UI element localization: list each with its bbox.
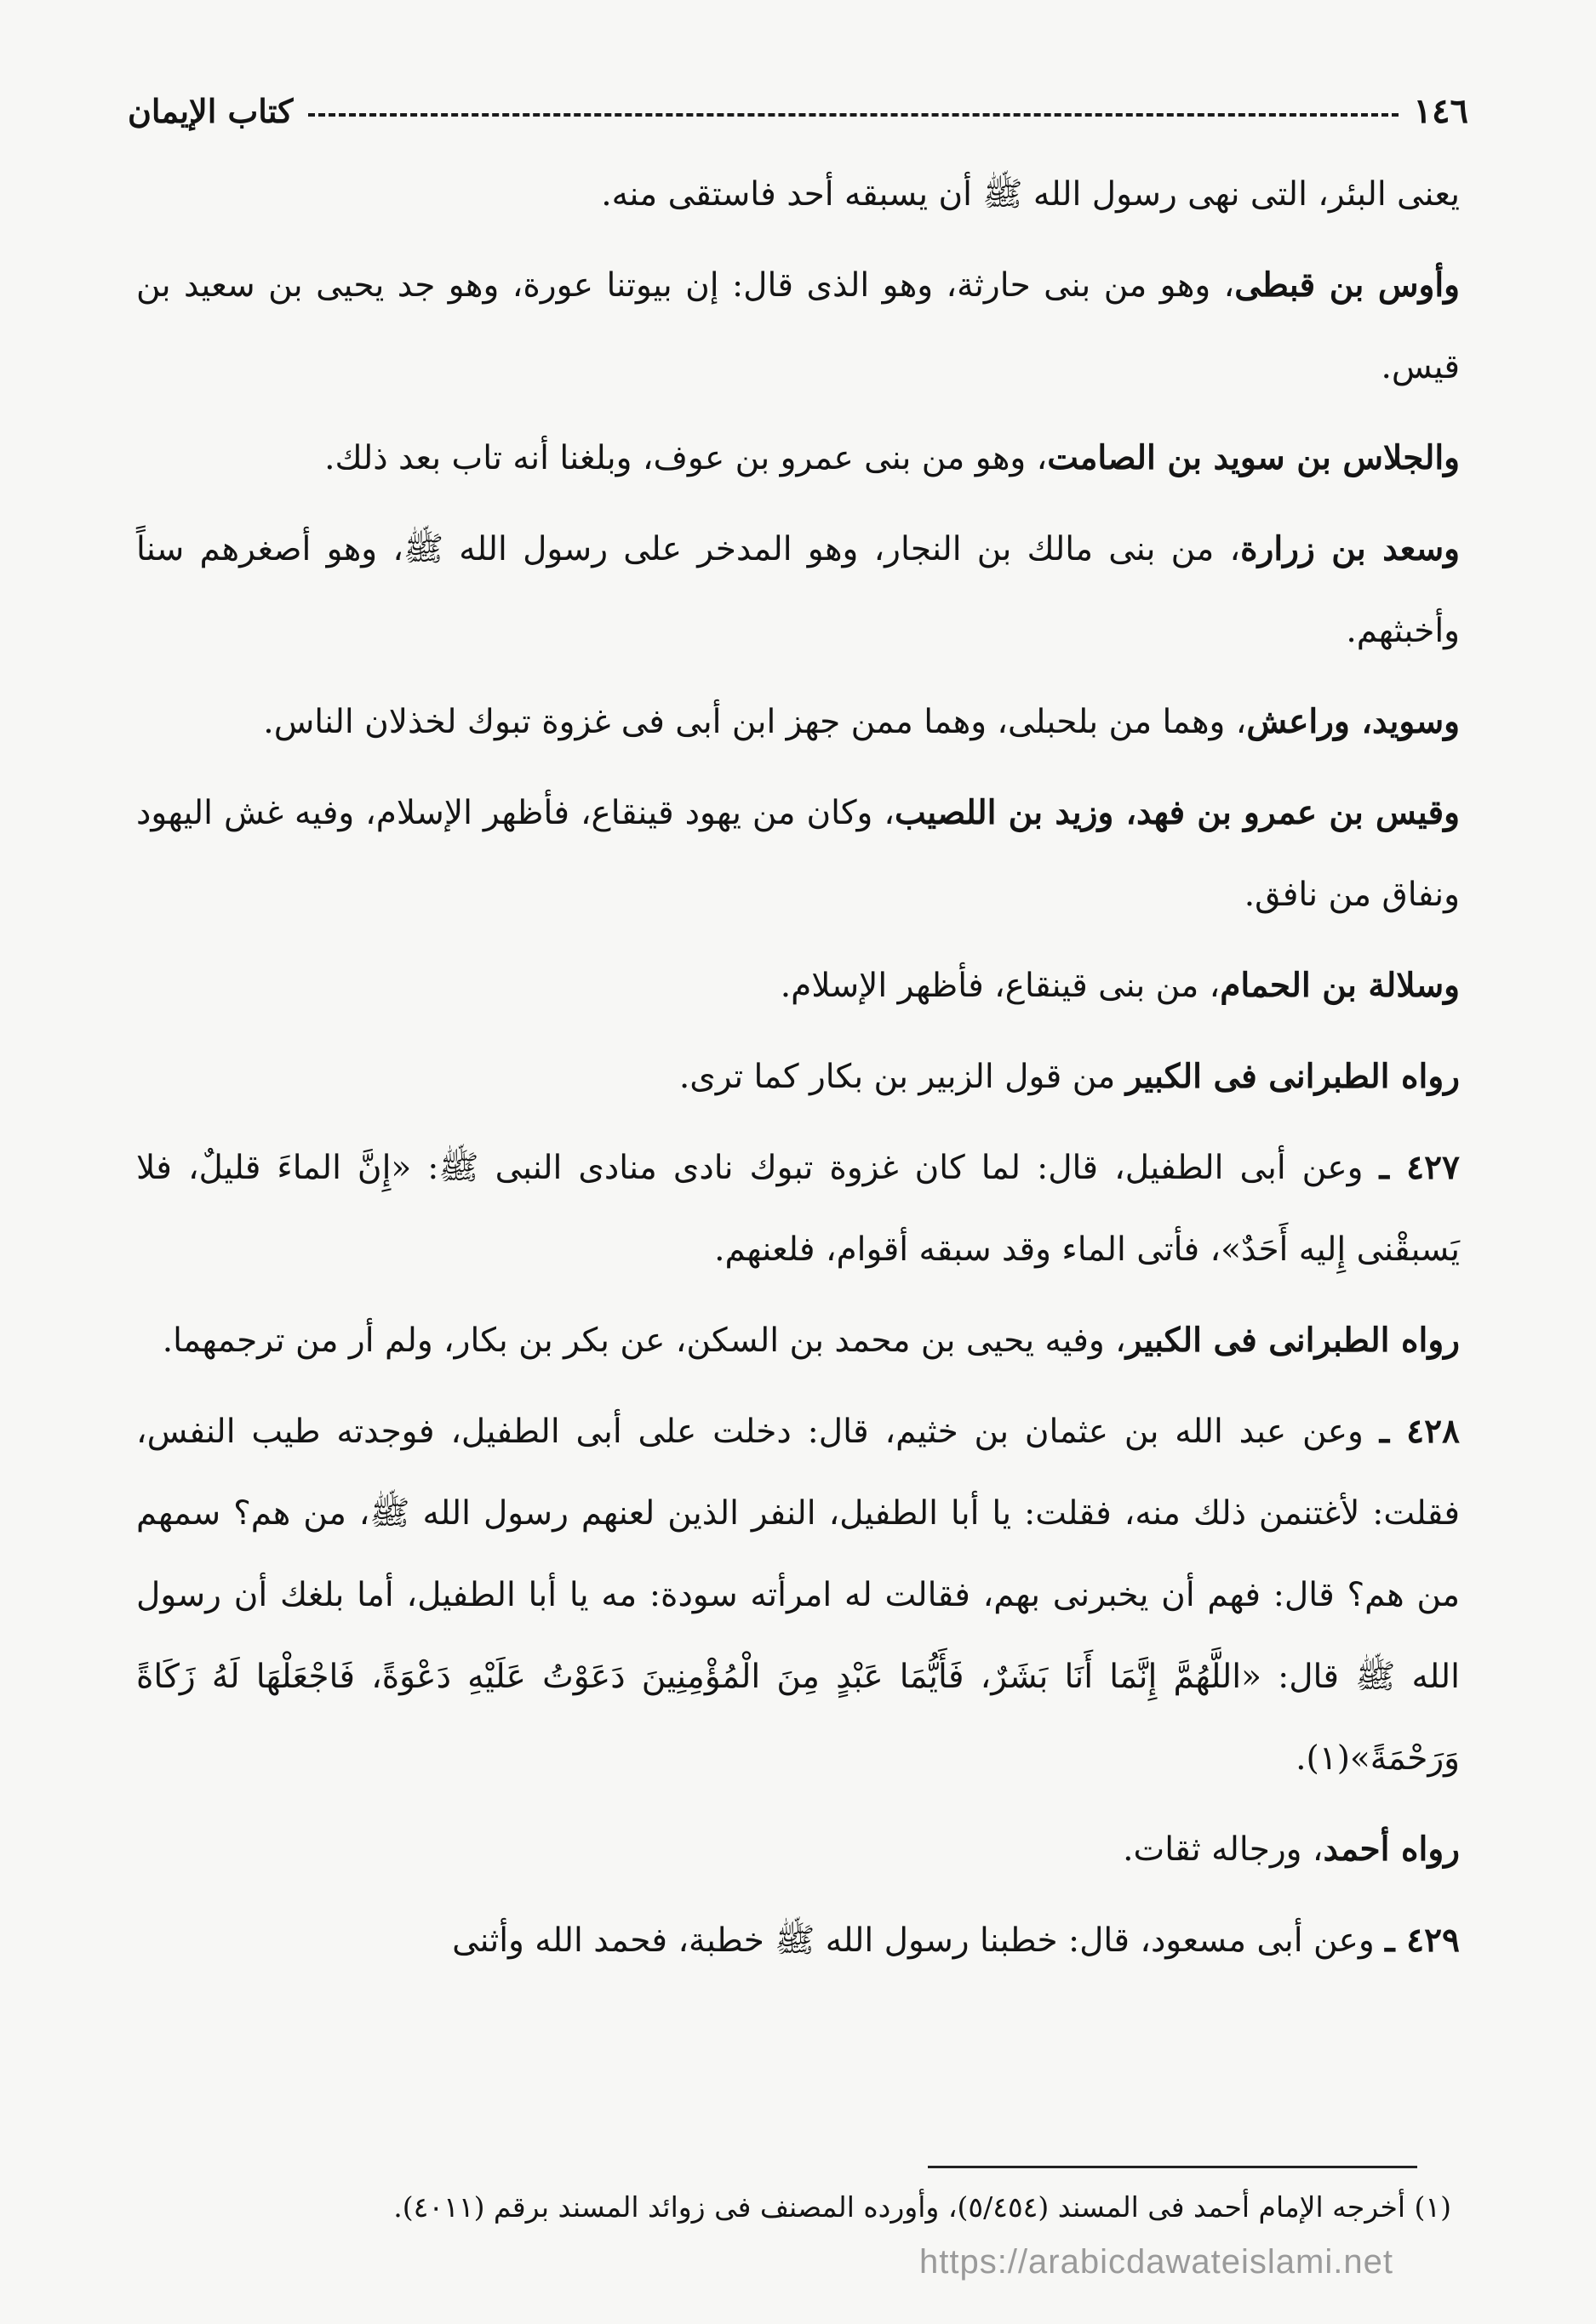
paragraph-lead: وسلالة بن الحمام (1220, 966, 1460, 1005)
paragraph-text: ، وهو من بنى عمرو بن عوف، وبلغنا أنه تاب بعد ذلك. (324, 439, 1048, 477)
paragraph-text: ، وفيه يحيى بن محمد بن السكن، عن بكر بن بكار، ولم أر من ترجمهما. (162, 1322, 1126, 1360)
hadith-paragraph (136, 1899, 1460, 1982)
paragraph-lead: وقيس بن عمرو بن فهد، وزيد بن اللصيب (894, 793, 1460, 832)
footnote-divider (928, 2166, 1417, 2168)
paragraph (136, 1036, 1460, 1118)
paragraph (136, 681, 1460, 763)
paragraph-text: من قول الزبير بن بكار كما ترى. (678, 1058, 1126, 1096)
paragraph-text: ، وهو من بنى حارثة، وهو الذى قال: إن بيوتنا عورة، وهو جد يحيى بن سعيد بن قيس. (136, 266, 1460, 386)
paragraph (136, 244, 1460, 408)
header-divider (308, 113, 1398, 117)
paragraph-text: وعن أبى مسعود، قال: خطبنا رسول الله ﷺ خطبة، فحمد الله وأثنى (452, 1921, 1386, 1960)
paragraph-text: ، من بنى قينقاع، فأظهر الإسلام. (780, 967, 1221, 1005)
paragraph (136, 417, 1460, 500)
watermark-url: https://arabicdawateislami.net (919, 2243, 1393, 2281)
paragraph (136, 153, 1460, 236)
hadith-number: ٤٢٩ ـ (1385, 1921, 1460, 1960)
paragraph-text: يعنى البئر، التى نهى رسول الله ﷺ أن يسبقه أحد فاستقى منه. (601, 175, 1460, 214)
paragraph (136, 1299, 1460, 1382)
paragraph-text: ، وكان من يهود قينقاع، فأظهر الإسلام، وفيه غش اليهود ونفاق من نافق. (136, 794, 1460, 914)
paragraph-text: ، وهما من بلحبلى، وهما ممن جهز ابن أبى فى غزوة تبوك لخذلان الناس. (263, 703, 1247, 741)
book-title: كتاب الإيمان (128, 91, 294, 130)
paragraph-text: ، من بنى مالك بن النجار، وهو المدخر على رسول الله ﷺ، وهو أصغرهم سناً وأخبثهم. (136, 530, 1460, 650)
hadith-number: ٤٢٨ ـ (1379, 1412, 1460, 1451)
paragraph-lead: وسعد بن زرارة (1240, 529, 1460, 568)
paragraph (136, 508, 1460, 672)
hadith-number: ٤٢٧ ـ (1379, 1148, 1460, 1187)
hadith-paragraph (136, 1390, 1460, 1800)
footnote: (١) أخرجه الإمام أحمد فى المسند (٥/٤٥٤)، وأورده المصنف فى زوائد المسند برقم (٤٠١١). (393, 2190, 1451, 2224)
paragraph-text: وعن أبى الطفيل، قال: لما كان غزوة تبوك نادى منادى النبى ﷺ: «إِنَّ الماءَ قليلٌ، فلا يَسبقْنى إِليه أَحَدٌ»، فأتى الماء وقد سبقه أقوام، فلعنهم. (136, 1149, 1460, 1269)
paragraph-text: وعن عبد الله بن عثمان بن خثيم، قال: دخلت على أبى الطفيل، فوجدته طيب النفس، فقلت: لأغتنمن ذلك منه، فقلت: يا أبا الطفيل، النفر الذين لعنهم رسول الله ﷺ، من هم؟ سمهم من هم؟ قال: فهم أن يخبرنى بهم، فقالت له امرأته سودة: مه يا أبا الطفيل، أما بلغك أن رسول الله ﷺ قال: «اللَّهُمَّ إِنَّمَا أَنَا بَشَرٌ، فَأَيُّمَا عَبْدٍ مِنَ الْمُؤْمِنِينَ دَعَوْتُ عَلَيْهِ دَعْوَةً، فَاجْعَلْهَا لَهُ زَكَاةً وَرَحْمَةً»(١). (136, 1413, 1460, 1778)
paragraph-lead: والجلاس بن سويد بن الصامت (1047, 438, 1460, 477)
paragraph-text: ، ورجاله ثقات. (1123, 1830, 1324, 1869)
paragraph-lead: رواه أحمد (1323, 1830, 1460, 1869)
page-number: ١٤٦ (1413, 90, 1468, 131)
hadith-paragraph (136, 1127, 1460, 1291)
page-header (128, 85, 1468, 136)
main-text (136, 153, 1460, 1990)
paragraph-lead: رواه الطبرانى فى الكبير (1125, 1057, 1460, 1096)
paragraph-lead: وسويد، وراعش (1246, 702, 1460, 741)
paragraph (136, 1808, 1460, 1891)
paragraph-lead: رواه الطبرانى فى الكبير (1125, 1321, 1460, 1360)
paragraph (136, 945, 1460, 1027)
paragraph (136, 772, 1460, 936)
paragraph-lead: وأوس بن قبطى (1234, 266, 1461, 305)
